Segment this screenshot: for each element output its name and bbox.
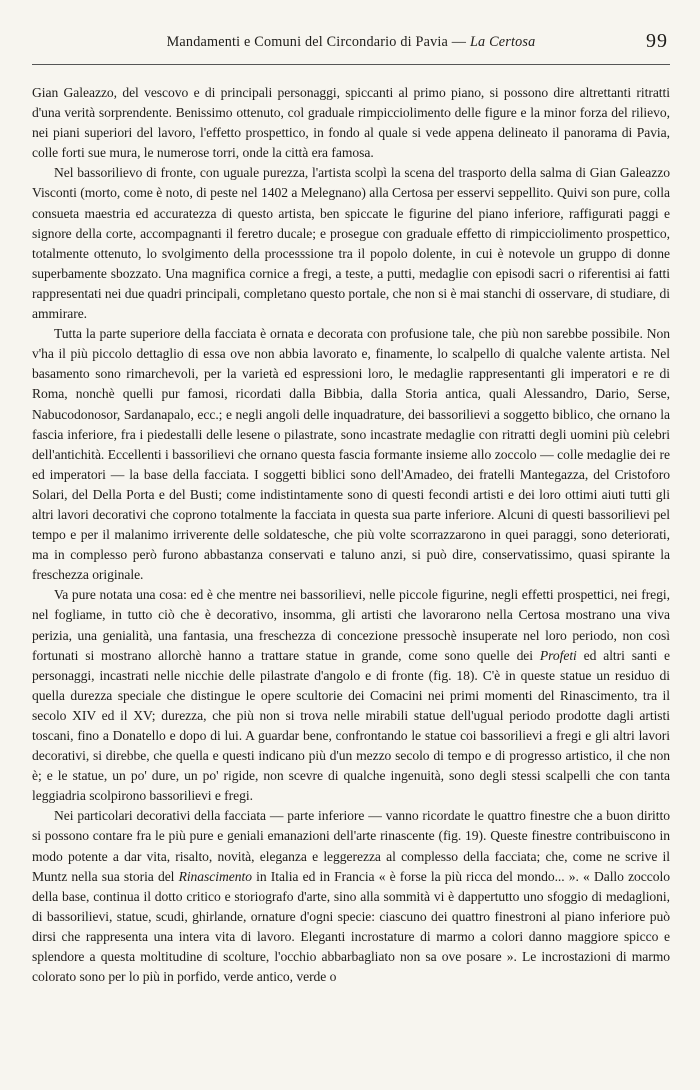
paragraph-text: Nel bassorilievo di fronte, con uguale purezza, l'artista scolpì la scena del trasporto della salma di Gian Galeazzo Visconti (morto, come è noto, di peste nel 1402 a Melegnano) alla Certosa per esservi seppellito. Quivi son pure, colla consueta maestria ed accuratezza di questo artista, ben spiccate le figurine del piano inferiore, raffigurati paggi e signore della corte, accompagnanti il feretro ducale; e prosegue con graduale effetto di rimpicciolimento prospettico, totalmente ottenuto, lo svolgimento della processsione tra il popolo dolente, in cui è notevole un gruppo di donne superbamente sbozzato. Una magnifica cornice a fregi, a teste, a putti, medaglie con episodi sacri o riferentisi ai fatti rappresentati nei due quadri principali, completano questo portale, che non si è mai stanchi di osservare, di studiare, di ammirare.: [32, 165, 670, 322]
paragraph-text: Nei particolari decorativi della facciata — parte inferiore — vanno ricordate le quattro finestre che a buon diritto si possono contare fra le più pure e geniali emanazioni dell'arte rinascente (fig. 19). Queste finestre contribuiscono in modo potente a dar vita, risalto, novità, eleganza e leggerezza al complesso della facciata; che, come ne scrive il Muntz nella sua storia del: [32, 808, 670, 884]
body-text: [32, 83, 670, 987]
paragraph-text: ed altri santi e personaggi, incastrati nelle nicchie delle pilastrate d'angolo e di fronte (fig. 18). C'è in queste statue un residuo di quella durezza speciale che distingue le opere scultorie dei Comacini nei primi momenti del Rinascimento, tra il secolo XIV ed il XV; durezza, che più non si trova nelle mirabili statue dell'ugual periodo prodotte dagli artisti toscani, fino a Donatello e dopo di lui. A guardar bene, confrontando le statue coi bassorilievi a fregi e gli altri lavori decorativi, si direbbe, che quella e questi indicano più d'un mezzo secolo di tempo e di progresso artistico, il che non è; e le statue, un po' dure, un po' rigide, non scevre di qualche ingenuità, sono degli stessi scalpelli che con tanta leggiadria scolpirono bassorilievi e fregi.: [32, 647, 670, 804]
paragraph: [32, 585, 670, 806]
paragraph: [32, 163, 670, 324]
page-number: 99: [646, 30, 668, 52]
running-head: [32, 30, 670, 54]
header-rule: [32, 64, 670, 65]
paragraph: [32, 324, 670, 585]
paragraph-text: in Italia ed in Francia « è forse la più ricca del mondo... ». « Dallo zoccolo della base, continua il dotto critico e storiografo d'arte, sino alla sommità vi è dappertutto uno sfoggio di medaglioni, di bassorilievi, statue, scudi, ghirlande, ornature d'ogni specie: ciascuno dei quattro finestroni al piano inferiore può dirsi che rappresenta una intera vita di lavoro. Eleganti incrostature di marmo a colori danno maggiore spicco e splendore a questa moltitudine di scolture, l'occhio abbarbagliato non sa ove posare ». Le incrostazioni di marmo colorato sono per lo più in porfido, verde antico, verde o: [32, 868, 670, 985]
paragraph-text: Va pure notata una cosa: ed è che mentre nei bassorilievi, nelle piccole figurine, negli effetti prospettici, nei fregi, nel fogliame, in tutto ciò che è decorativo, insomma, gli artisti che lavorarono nella Certosa mostrano una viva perizia, una genialità, una fantasia, una freschezza di concezione pressochè insuperate nel loro periodo, non così fortunati si mostrano allorchè hanno a trattare statue in grande, come sono quelle dei: [32, 587, 670, 663]
running-title-italic: La Certosa: [469, 34, 536, 50]
paragraph: [32, 806, 670, 987]
italic-text: Profeti: [539, 647, 577, 663]
paragraph-text: Tutta la parte superiore della facciata è ornata e decorata con profusione tale, che più non sarebbe possibile. Non v'ha il più piccolo dettaglio di essa ove non abbia lavorato e, finamente, lo scalpello di qualche valente artista. Nel basamento sono rimarchevoli, per la varietà ed espressioni loro, le medaglie rappresentanti gli imperatori e re di Roma, nonchè quelli pur famosi, ricordati dalla Bibbia, dalla Storia antica, quali Alessandro, Dario, Serse, Nabucodonosor, Sardanapalo, ecc.; e negli angoli delle inquadrature, dei bassorilievi a soggetto biblico, che ornano la fascia inferiore, fra i piedestalli delle lesene o pilastrate, sono incastrate medaglie con ritratti degli uomini più celebri dell'antichità. Eccellenti i bassorilievi che ornano questa fascia formante insieme allo zoccolo — colle medaglie dei re ed imperatori — la base della facciata. I soggetti biblici sono dell'Amadeo, dei fratelli Mantegazza, del Cristoforo Solari, del Della Porta e del Busti; come indistintamente sono di questi fecondi artisti e dei loro ottimi aiuti tutti gli altri lavori decorativi che coprono totalmente la facciata in questa sua parte inferiore. Alcuni di questi bassorilievi pel tempo e per il malanimo irriverente delle soldatesche, che più volte scorrazzarono in quei paraggi, sono deteriorati, ma in complesso però furono abbastanza conservati e taluno anzi, si può dire, conservatissimo, quasi spirante la freschezza originale.: [32, 326, 670, 583]
italic-text: Rinascimento: [178, 868, 252, 884]
running-title: Mandamenti e Comuni del Circondario di Pavia —: [166, 34, 470, 50]
paragraph: [32, 83, 670, 163]
paragraph-text: Gian Galeazzo, del vescovo e di principali personaggi, spiccanti al primo piano, si possono dire altrettanti ritratti d'una verità sorprendente. Benissimo ottenuto, col graduale rimpicciolimento delle figure e la minor forza del rilievo, nei piani superiori del lavoro, l'effetto prospettico, in fondo al quale si vede appena delineato il panorama di Pavia, colle forti sue mura, le numerose torri, onde la città era famosa.: [32, 85, 670, 161]
